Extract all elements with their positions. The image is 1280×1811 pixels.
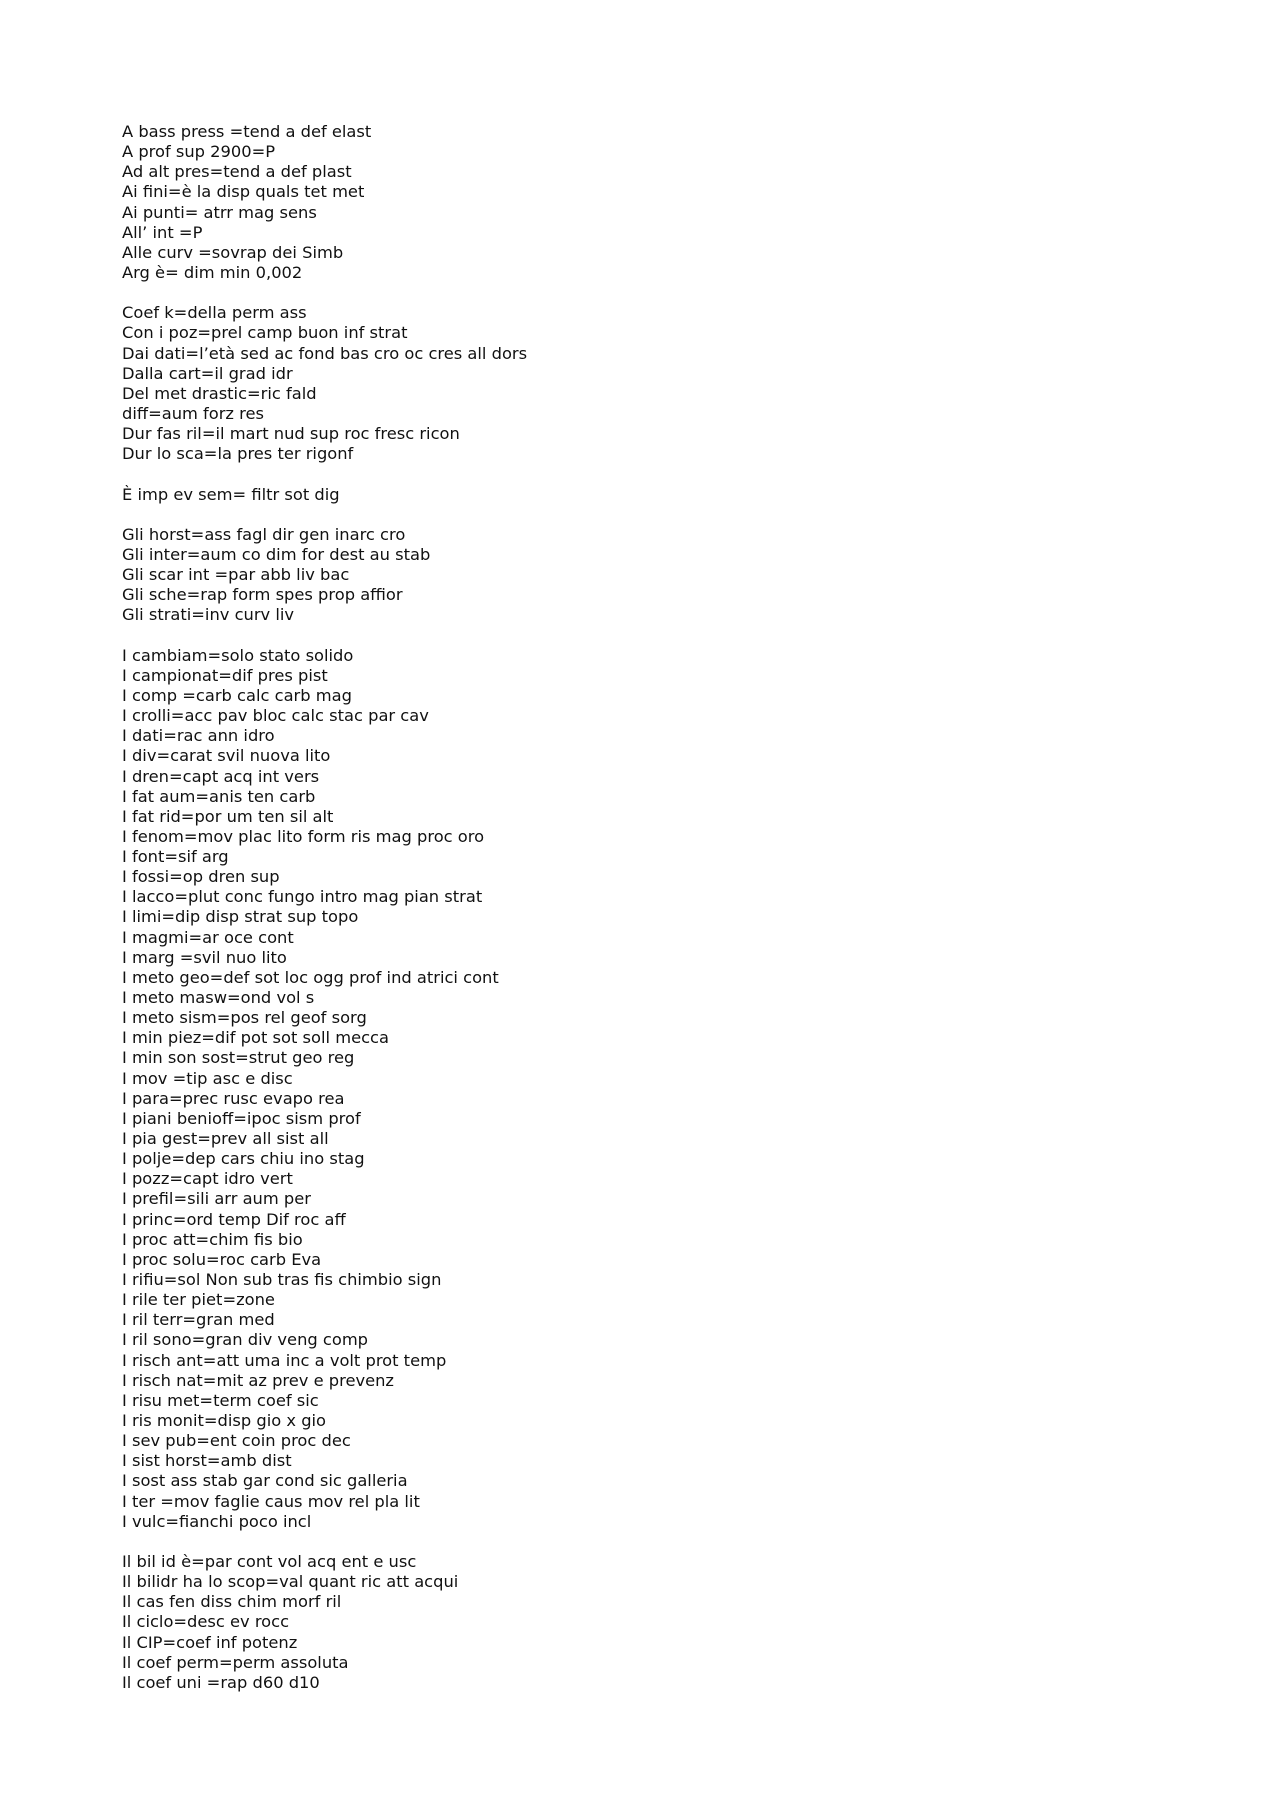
text-line: I meto masw=ond vol s (122, 988, 315, 1008)
glossary-text (122, 122, 1122, 1693)
text-line: I polje=dep cars chiu ino stag (122, 1149, 365, 1169)
blank-line (122, 464, 1122, 484)
text-line: I limi=dip disp strat sup topo (122, 907, 359, 927)
text-line: I magmi=ar oce cont (122, 927, 294, 947)
text-line: I sist horst=amb dist (122, 1451, 292, 1471)
text-line: I vulc=fianchi poco incl (122, 1511, 312, 1531)
text-line: I prefil=sili arr aum per (122, 1189, 311, 1209)
blank-line (122, 283, 1122, 303)
text-line: I fenom=mov plac lito form ris mag proc oro (122, 826, 485, 846)
text-line: Coef k=della perm ass (122, 303, 307, 323)
blank-line (122, 1532, 1122, 1552)
text-line: diff=aum forz res (122, 403, 264, 423)
text-line: Dai dati=l’età sed ac fond bas cro oc cres all dors (122, 343, 528, 363)
text-line: A prof sup 2900=P (122, 142, 276, 162)
text-line: I risch nat=mit az prev e prevenz (122, 1370, 394, 1390)
text-line: I pozz=capt idro vert (122, 1169, 293, 1189)
text-line: Il coef perm=perm assoluta (122, 1652, 349, 1672)
text-line: Gli inter=aum co dim for dest au stab (122, 544, 431, 564)
text-line: I min piez=dif pot sot soll mecca (122, 1028, 389, 1048)
text-line: I ril sono=gran div veng comp (122, 1330, 369, 1350)
text-line: Gli sche=rap form spes prop affior (122, 585, 403, 605)
text-line: Alle curv =sovrap dei Simb (122, 242, 344, 262)
text-line: Ai punti= atrr mag sens (122, 202, 317, 222)
text-line: All’ int =P (122, 222, 203, 242)
text-line: È imp ev sem= filtr sot dig (122, 484, 340, 504)
text-line: Gli scar int =par abb liv bac (122, 565, 350, 585)
text-line: A bass press =tend a def elast (122, 122, 372, 141)
text-line: Gli horst=ass fagl dir gen inarc cro (122, 524, 406, 544)
text-line: Dur lo sca=la pres ter rigonf (122, 444, 354, 464)
text-line: I para=prec rusc evapo rea (122, 1088, 345, 1108)
blank-line (122, 505, 1122, 525)
text-line: I pia gest=prev all sist all (122, 1129, 329, 1149)
text-line: I proc att=chim fis bio (122, 1229, 303, 1249)
text-line: I risch ant=att uma inc a volt prot temp (122, 1350, 447, 1370)
text-line: Ai fini=è la disp quals tet met (122, 182, 365, 202)
text-line: I rile ter piet=zone (122, 1290, 275, 1310)
text-line: I font=sif arg (122, 847, 229, 867)
text-line: I min son sost=strut geo reg (122, 1048, 355, 1068)
text-line: I campionat=dif pres pist (122, 665, 328, 685)
text-line: I comp =carb calc carb mag (122, 685, 352, 705)
text-line: Il coef uni =rap d60 d10 (122, 1672, 320, 1692)
text-line: Il bilidr ha lo scop=val quant ric att acqui (122, 1572, 459, 1592)
text-line: I fat rid=por um ten sil alt (122, 806, 334, 826)
text-line: Il CIP=coef inf potenz (122, 1632, 298, 1652)
text-line: I sost ass stab gar cond sic galleria (122, 1471, 408, 1491)
text-line: I meto geo=def sot loc ogg prof ind atrici cont (122, 967, 499, 987)
text-line: Dur fas ril=il mart nud sup roc fresc ricon (122, 424, 460, 444)
text-line: Con i poz=prel camp buon inf strat (122, 323, 408, 343)
text-line: I sev pub=ent coin proc dec (122, 1431, 351, 1451)
text-line: I princ=ord temp Dif roc aff (122, 1209, 346, 1229)
text-line: I dren=capt acq int vers (122, 766, 320, 786)
text-line: Arg è= dim min 0,002 (122, 262, 303, 282)
text-line: I marg =svil nuo lito (122, 947, 287, 967)
text-line: Gli strati=inv curv liv (122, 605, 295, 625)
text-line: I fossi=op dren sup (122, 867, 280, 887)
text-line: I ris monit=disp gio x gio (122, 1411, 327, 1430)
text-line: I rifiu=sol Non sub tras fis chimbio sign (122, 1270, 442, 1290)
text-line: Il ciclo=desc ev rocc (122, 1612, 290, 1632)
text-line: I crolli=acc pav bloc calc stac par cav (122, 706, 429, 726)
text-line: Ad alt pres=tend a def plast (122, 162, 352, 182)
text-line: I mov =tip asc e disc (122, 1068, 293, 1088)
text-line: Il cas fen diss chim morf ril (122, 1592, 342, 1612)
text-line: Dalla cart=il grad idr (122, 363, 293, 383)
text-line: I fat aum=anis ten carb (122, 786, 316, 806)
text-line: I proc solu=roc carb Eva (122, 1249, 322, 1269)
text-line: I cambiam=solo stato solido (122, 645, 354, 665)
text-line: I piani benioff=ipoc sism prof (122, 1108, 361, 1128)
text-line: Il bil id è=par cont vol acq ent e usc (122, 1551, 417, 1571)
text-line: I ter =mov faglie caus mov rel pla lit (122, 1491, 420, 1511)
text-line: I ril terr=gran med (122, 1310, 275, 1330)
text-line: I risu met=term coef sic (122, 1390, 319, 1410)
text-line: I meto sism=pos rel geof sorg (122, 1008, 367, 1028)
text-line: I lacco=plut conc fungo intro mag pian strat (122, 887, 483, 907)
text-line: Del met drastic=ric fald (122, 383, 317, 403)
text-line: I dati=rac ann idro (122, 726, 275, 746)
blank-line (122, 626, 1122, 646)
text-line: I div=carat svil nuova lito (122, 746, 331, 766)
